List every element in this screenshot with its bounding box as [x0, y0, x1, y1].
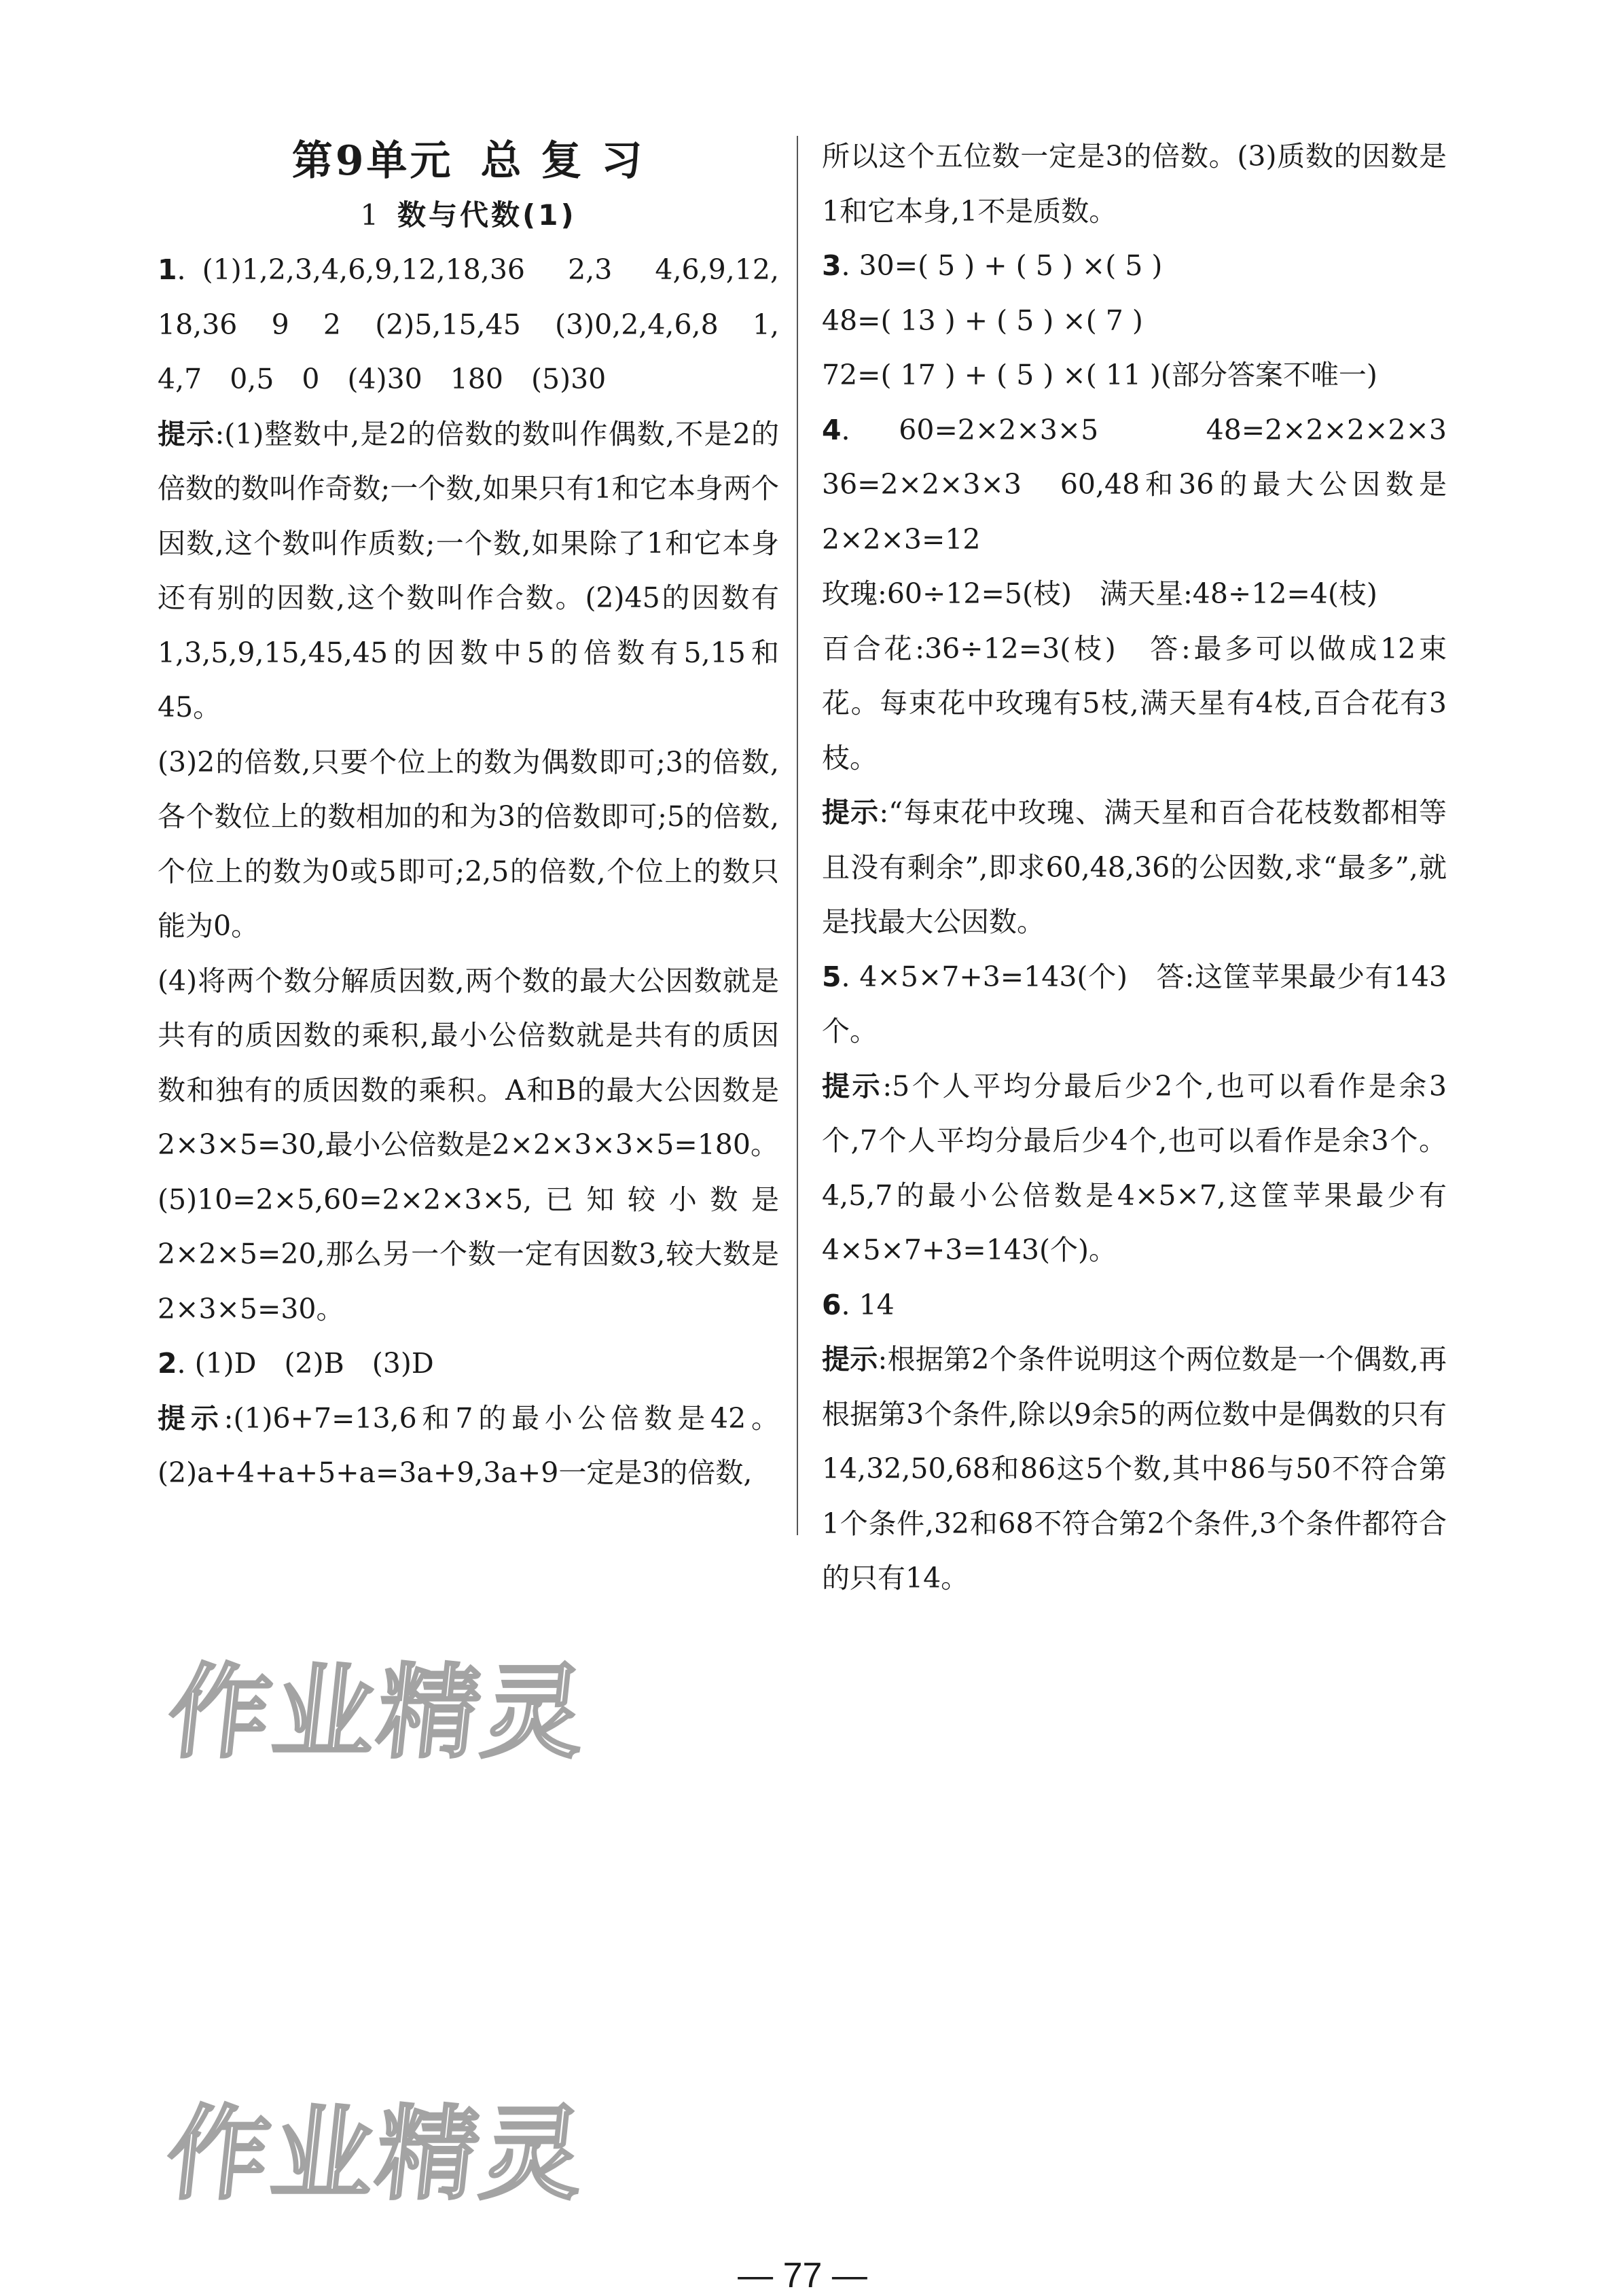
item-text: :(1)6+7=13,6和7的最小公倍数是42。(2)a+4+a+5+a=3a+9,3a+9一定是3的倍数, — [158, 1401, 780, 1489]
answer-5 — [822, 950, 1447, 1059]
answer-4-lilies — [822, 622, 1447, 786]
hint-1-part5 — [158, 1172, 779, 1337]
item-text: . 4×5×7+3=143(个) 答:这筐苹果最少有143个。 — [822, 960, 1447, 1047]
left-column — [158, 129, 779, 1501]
hint-1-part3 — [158, 735, 779, 954]
hint-1-part4 — [158, 954, 779, 1172]
answer-4 — [822, 403, 1475, 567]
answer-3-line2 — [822, 293, 1447, 348]
item-text: 所以这个五位数一定是3的倍数。(3)质数的因数是1和它本身,1不是质数。 — [822, 140, 1447, 228]
item-text: :根据第2个条件说明这个两位数是一个偶数,再根据第3个条件,除以9余5的两位数中是偶数的只有14,32,50,68和86这5个数,其中86与50不符合第1个条件,32和68不符合第2个条件,3个条件都符合的只有14。 — [822, 1343, 1447, 1594]
item-lead: 3 — [822, 249, 842, 282]
item-text: 48=( 13 ) + ( 5 ) ×( 7 ) — [822, 304, 1143, 337]
watermark-logo-bottom: 作业精灵 — [161, 2096, 592, 2214]
hint-5 — [822, 1059, 1447, 1278]
item-text: :“每束花中玫瑰、满天星和百合花枝数都相等且没有剩余”,即求60,48,36的公因数,求“最多”,就是找最大公因数。 — [822, 796, 1447, 938]
answer-6 — [822, 1278, 1447, 1333]
item-lead: 4 — [822, 413, 842, 446]
item-text: (3)2的倍数,只要个位上的数为偶数即可;3的倍数,各个数位上的数相加的和为3的倍数即可;5的倍数,个位上的数为0或5即可;2,5的倍数,个位上的数只能为0。 — [158, 745, 780, 942]
item-lead: 6 — [822, 1288, 842, 1321]
watermark-logo: 作业精灵 — [162, 1654, 594, 1772]
section-number: 1 — [360, 198, 379, 232]
hint-label: 提示 — [822, 1069, 883, 1102]
answer-4-roses — [822, 567, 1447, 622]
answer-3 — [822, 238, 1447, 293]
item-text: 玫瑰:60÷12=5(枝) 满天星:48÷12=4(枝) — [822, 577, 1377, 610]
section-name: 数与代数(1) — [397, 198, 577, 232]
right-column — [822, 129, 1475, 1606]
hint-4 — [822, 785, 1447, 950]
item-text: 72=( 17 ) + ( 5 ) ×( 11 )(部分答案不唯一) — [822, 359, 1377, 391]
item-text: . (1)D (2)B (3)D — [177, 1347, 434, 1380]
item-text: . 30=( 5 ) + ( 5 ) ×( 5 ) — [841, 249, 1163, 282]
unit-title — [158, 129, 779, 194]
hint-label: 提示 — [822, 796, 880, 829]
hint-label: 提示 — [158, 1401, 224, 1435]
answer-3-line3 — [822, 348, 1447, 403]
hint-label: 提示 — [822, 1343, 878, 1376]
item-text: . (1)1,2,3,4,6,9,12,18,36 2,3 4,6,9,12, 18,36 9 2 (2)5,15,45 (3)0,2,4,6,8 1, 4,7 0,5 0 (4)30 180 (5)30 — [158, 253, 779, 395]
item-text: :(1)整数中,是2的倍数的数叫作偶数,不是2的倍数的数叫作奇数;一个数,如果只有1和它本身两个因数,这个数叫作质数;一个数,如果除了1和它本身还有别的因数,这个数叫作合数。(2)45的因数有1,3,5,9,15,45,45的因数中5的倍数有5,15和45。 — [158, 417, 780, 723]
section-subtitle — [158, 192, 779, 238]
item-text: . 14 — [841, 1288, 895, 1321]
answer-1 — [158, 243, 779, 407]
item-lead: 2 — [158, 1347, 177, 1380]
hint-2-continued — [822, 129, 1447, 238]
unit-name: 总 复 习 — [480, 137, 645, 185]
answer-2 — [158, 1336, 779, 1391]
hint-2 — [158, 1391, 779, 1501]
item-text: . 60=2×2×3×5 48=2×2×2×2×3 36=2×2×3×3 60,48和36的最大公因数是2×2×3=12 — [822, 413, 1475, 556]
item-lead: 5 — [822, 960, 842, 993]
page-number: — 77 — — [738, 2256, 867, 2295]
unit-number: 第9单元 — [291, 137, 454, 185]
item-text: (5)10=2×5,60=2×2×3×5,已知较小数是2×2×5=20,那么另一个数一定有因数3,较大数是2×3×5=30。 — [158, 1183, 779, 1325]
item-text: (4)将两个数分解质因数,两个数的最大公因数就是共有的质因数的乘积,最小公倍数就是共有的质因数和独有的质因数的乘积。A和B的最大公因数是2×3×5=30,最小公倍数是2×2×3×3×5=180。 — [158, 964, 779, 1161]
column-divider — [797, 136, 798, 1535]
item-text: :5个人平均分最后少2个,也可以看作是余3个,7个人平均分最后少4个,也可以看作是余3个。4,5,7的最小公倍数是4×5×7,这筐苹果最少有4×5×7+3=143(个)。 — [822, 1069, 1447, 1266]
item-lead: 1 — [158, 253, 177, 286]
hint-6 — [822, 1332, 1447, 1606]
item-text: 百合花:36÷12=3(枝) 答:最多可以做成12束花。每束花中玫瑰有5枝,满天星有4枝,百合花有3枝。 — [822, 632, 1447, 774]
hint-label: 提示 — [158, 417, 215, 450]
hint-1 — [158, 407, 779, 735]
